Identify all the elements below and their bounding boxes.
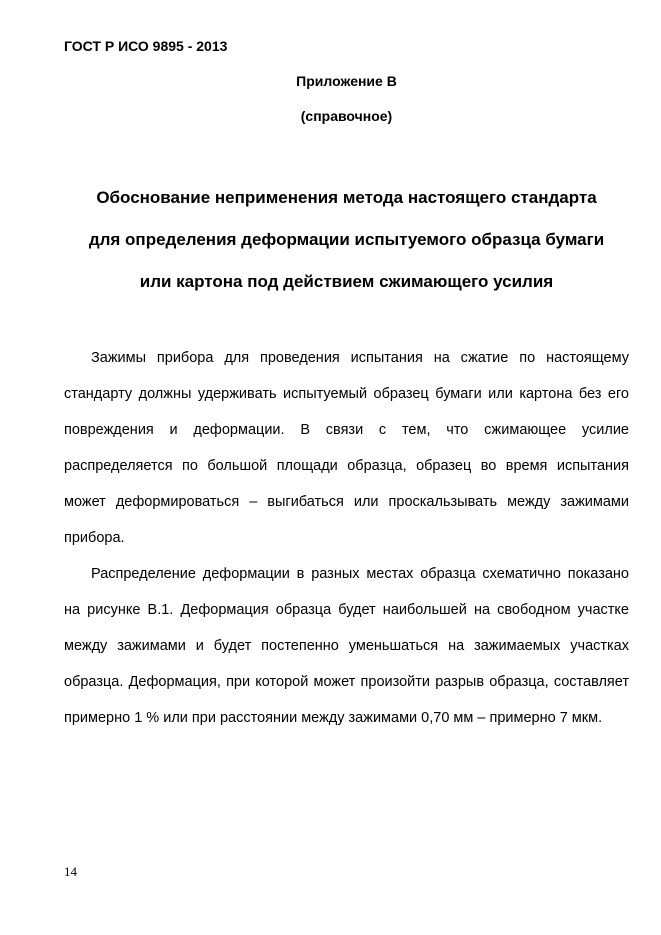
heading-line: Обоснование неприменения метода настоящего стандарта (96, 188, 597, 207)
paragraph: Зажимы прибора для проведения испытания на сжатие по настоящему стандарту должны удерживать испытуемый образец бумаги или картона без его повреждения и деформации. В связи с тем, что сжимающее усилие распределяется по большой площади образца, образец во время испытания может деформироваться – выгибаться или проскальзывать между зажимами прибора. (64, 350, 629, 546)
standard-designation: ГОСТ Р ИСО 9895 - 2013 (64, 38, 228, 54)
heading-line: для определения деформации испытуемого образца бумаги (88, 230, 605, 249)
appendix-heading (64, 177, 629, 303)
appendix-note: (справочное) (300, 108, 393, 124)
heading-line: или картона под действием сжимающего усилия (139, 272, 554, 291)
paragraph: Распределение деформации в разных местах образца схематично показано на рисунке В.1. Деформация образца будет наибольшей на свободном участке между зажимами и будет постепенно уменьшаться на зажимаемых участках образца. Деформация, при которой может произойти разрыв образца, составляет примерно 1 % или при расстоянии между зажимами 0,70 мм – примерно 7 мкм. (64, 566, 629, 726)
appendix-title: Приложение В (296, 73, 397, 89)
page-number: 14 (64, 864, 77, 879)
body-text (64, 340, 629, 736)
